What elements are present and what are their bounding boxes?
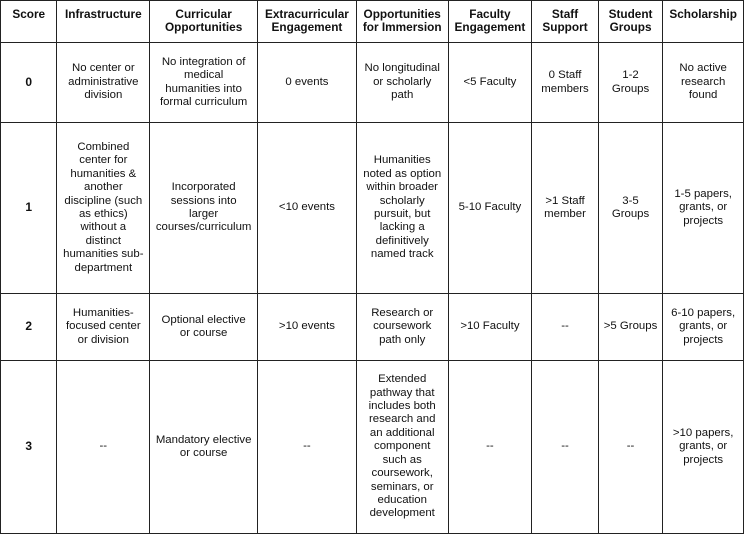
student-groups-cell: 3-5 Groups: [598, 123, 663, 294]
header-faculty-engagement: Faculty Engagement: [448, 1, 532, 43]
header-curricular-opportunities: Curricular Opportunities: [150, 1, 258, 43]
score-cell: 0: [1, 43, 57, 123]
staff-cell: --: [532, 294, 599, 361]
infrastructure-cell: Humanities-focused center or division: [57, 294, 150, 361]
table-row: [1, 43, 744, 123]
extracurricular-cell: --: [258, 361, 357, 534]
extracurricular-cell: >10 events: [258, 294, 357, 361]
header-opportunities-for-immersion: Opportunities for Immersion: [356, 1, 448, 43]
extracurricular-cell: <10 events: [258, 123, 357, 294]
staff-cell: 0 Staff members: [532, 43, 599, 123]
table-row: [1, 361, 744, 534]
header-extracurricular-engagement: Extracurricular Engagement: [258, 1, 357, 43]
faculty-cell: >10 Faculty: [448, 294, 532, 361]
header-score: Score: [1, 1, 57, 43]
student-groups-cell: >5 Groups: [598, 294, 663, 361]
staff-cell: --: [532, 361, 599, 534]
scholarship-cell: 6-10 papers, grants, or projects: [663, 294, 744, 361]
score-cell: 3: [1, 361, 57, 534]
header-student-groups: Student Groups: [598, 1, 663, 43]
immersion-cell: Humanities noted as option within broader scholarly pursuit, but lacking a definitively named track: [356, 123, 448, 294]
immersion-cell: Research or coursework path only: [356, 294, 448, 361]
scholarship-cell: >10 papers, grants, or projects: [663, 361, 744, 534]
infrastructure-cell: No center or administrative division: [57, 43, 150, 123]
immersion-cell: No longitudinal or scholarly path: [356, 43, 448, 123]
curricular-cell: Mandatory elective or course: [150, 361, 258, 534]
infrastructure-cell: Combined center for humanities & another discipline (such as ethics) without a distinct humanities sub-department: [57, 123, 150, 294]
immersion-cell: Extended pathway that includes both research and an additional component such as coursework, seminars, or education development: [356, 361, 448, 534]
table-row: [1, 123, 744, 294]
curricular-cell: Optional elective or course: [150, 294, 258, 361]
header-row: [1, 1, 744, 43]
student-groups-cell: --: [598, 361, 663, 534]
scholarship-cell: 1-5 papers, grants, or projects: [663, 123, 744, 294]
faculty-cell: --: [448, 361, 532, 534]
extracurricular-cell: 0 events: [258, 43, 357, 123]
score-cell: 2: [1, 294, 57, 361]
table-row: [1, 294, 744, 361]
infrastructure-cell: --: [57, 361, 150, 534]
scholarship-cell: No active research found: [663, 43, 744, 123]
staff-cell: >1 Staff member: [532, 123, 599, 294]
score-cell: 1: [1, 123, 57, 294]
header-scholarship: Scholarship: [663, 1, 744, 43]
header-staff-support: Staff Support: [532, 1, 599, 43]
header-infrastructure: Infrastructure: [57, 1, 150, 43]
faculty-cell: 5-10 Faculty: [448, 123, 532, 294]
faculty-cell: <5 Faculty: [448, 43, 532, 123]
student-groups-cell: 1-2 Groups: [598, 43, 663, 123]
curricular-cell: Incorporated sessions into larger courses/curriculum: [150, 123, 258, 294]
curricular-cell: No integration of medical humanities into formal curriculum: [150, 43, 258, 123]
